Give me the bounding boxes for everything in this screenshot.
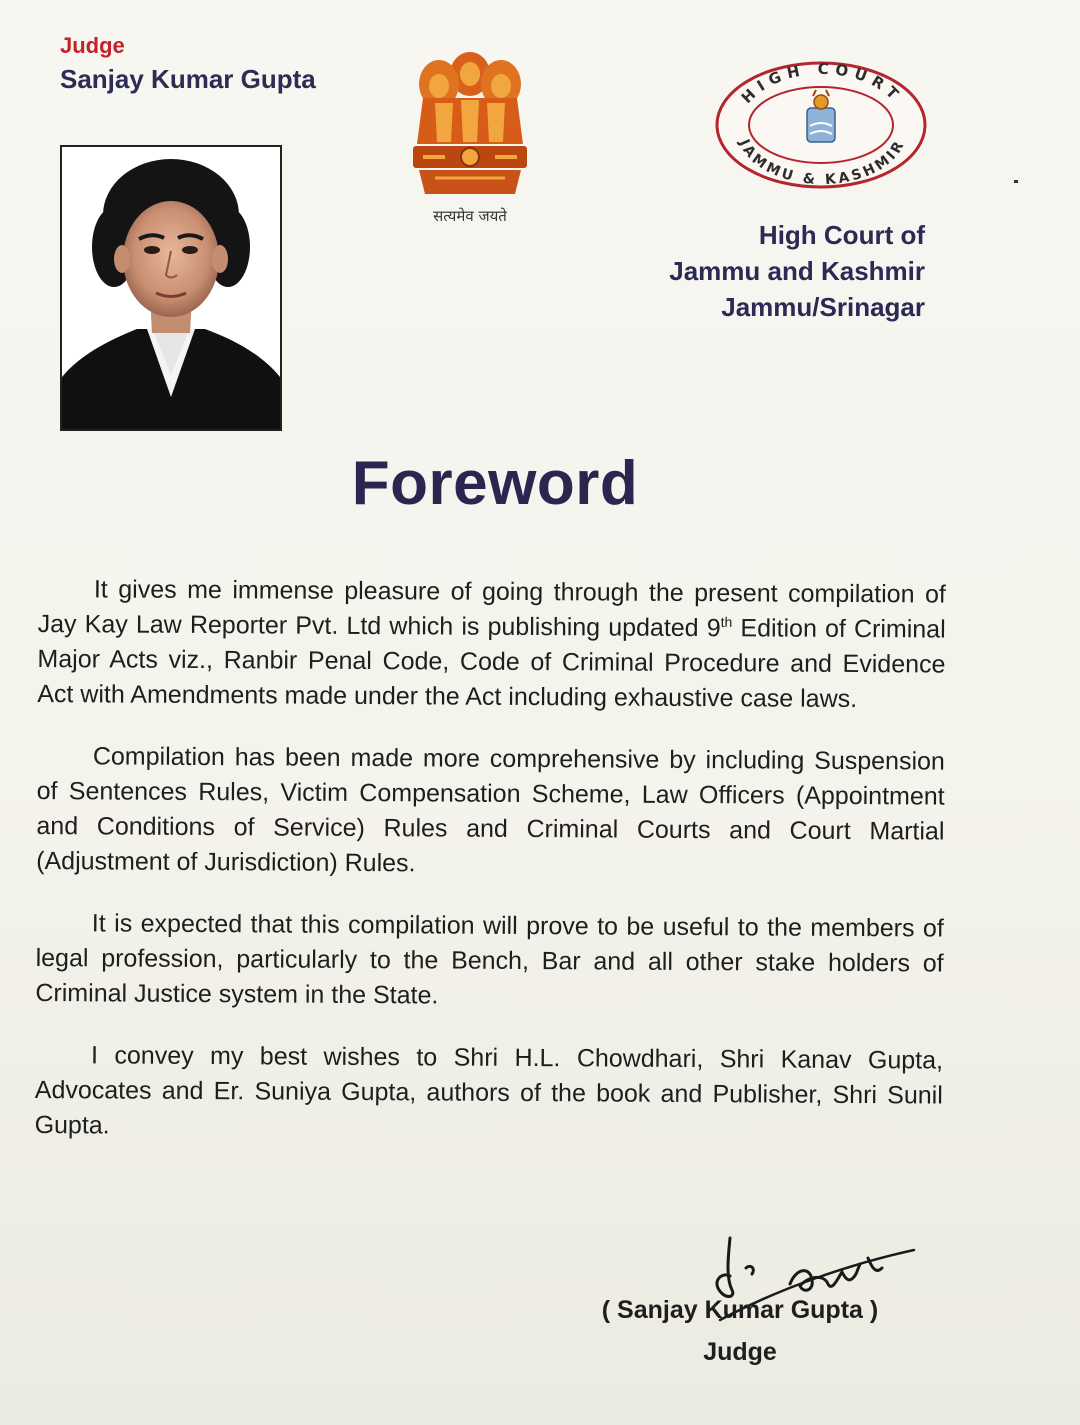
court-seal-icon [712,58,930,192]
foreword-paragraph-1 [37,572,946,718]
lion-capital-icon [405,48,535,198]
signatory-name: ( Sanjay Kumar Gupta ) [601,1296,879,1324]
page-title: Foreword [351,449,639,518]
p1-text-a: It gives me immense pleasure of going through the present compilation of Jay Kay Law Reporter Pvt. Ltd which is publishing updated 9 [37,575,946,643]
judge-title: Judge [60,33,125,58]
foreword-paragraph-4: I convey my best wishes to Shri H.L. Chowdhari, Shri Kanav Gupta, Advocates and Er. Suniya Gupta, authors of the book and Publisher, Shri Sunil Gupta. [34,1041,944,1140]
court-address-line: Jammu and Kashmir [669,256,925,286]
p1-text-b: Edition of Criminal Major Acts viz., Ranbir Penal Code, Code of Criminal Procedure and Evidence Act with Amendments made under the Act including exhaustive case laws. [37,614,946,714]
signatory-title: Judge [703,1338,777,1366]
stray-mark [1014,180,1018,183]
ordinal-suffix: th [720,613,733,630]
court-address-line: Jammu/Srinagar [721,292,925,322]
court-address [669,217,925,325]
court-address-line: High Court of [758,220,925,250]
portrait-illustration [62,147,280,429]
seal-text-bottom: JAMMU & KASHMIR [735,136,909,189]
foreword-body [34,572,946,1176]
emblem-motto: सत्यमेव जयते [433,207,507,225]
foreword-paragraph-2: Compilation has been made more comprehensive by including Suspension of Sentences Rules, Victim Compensation Scheme, Law Officers (Appointment and Conditions of Service) Rules and Criminal Courts and Court Martial (Adjustment of Jurisdiction) Rules. [36,742,945,878]
national-emblem [405,48,535,198]
judge-name: Sanjay Kumar Gupta [60,64,316,94]
judge-portrait-photo [60,145,282,431]
foreword-paragraph-3: It is expected that this compilation will prove to be useful to the members of legal profession, particularly to the Bench, Bar and all other stake holders of Criminal Justice system in the State. [35,909,944,1010]
high-court-seal [712,58,930,192]
seal-text-top: HIGH COURT [737,59,907,108]
